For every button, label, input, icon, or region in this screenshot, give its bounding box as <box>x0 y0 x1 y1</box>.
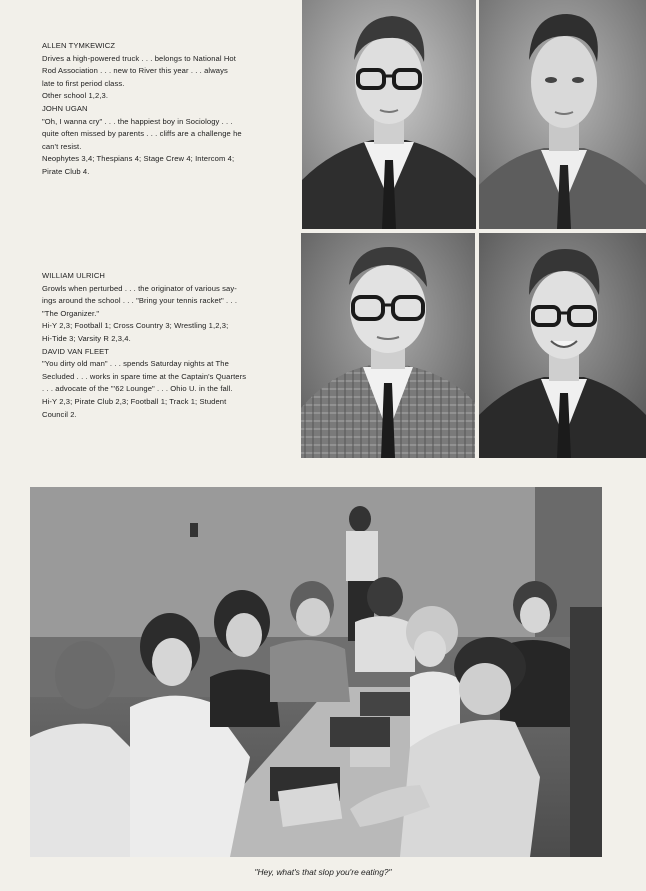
bio-line: "The Organizer." <box>42 308 100 318</box>
bio-activities: Pirate Club 4. <box>42 166 90 176</box>
bio-block-bottom <box>42 270 280 421</box>
portrait-john-ugan <box>479 0 646 229</box>
bio-line: quite often missed by parents . . . cliffs are a challenge he <box>42 129 242 139</box>
bio-block-top <box>42 40 280 179</box>
bio-line: "Oh, I wanna cry" . . . the happiest boy in Sociology . . . <box>42 116 233 126</box>
bio-line: can't resist. <box>42 141 82 151</box>
bio-activities: Hi-Y 2,3; Football 1; Cross Country 3; Wrestling 1,2,3; <box>42 321 229 331</box>
bio-line: late to first period class. <box>42 78 125 88</box>
photo-caption: "Hey, what's that slop you're eating?" <box>254 867 392 877</box>
bio-activities: Hi-Tide 3; Varsity R 2,3,4. <box>42 333 131 343</box>
bio-line: "You dirty old man" . . . spends Saturday nights at The <box>42 359 229 369</box>
cafeteria-candid-photo <box>30 487 602 857</box>
bio-line: Rod Association . . . new to River this year . . . always <box>42 66 228 76</box>
bio-line: Drives a high-powered truck . . . belongs to National Hot <box>42 53 236 63</box>
student-name: ALLEN TYMKEWICZ <box>42 41 116 50</box>
bio-activities: Other school 1,2,3. <box>42 91 109 101</box>
bio-line: Secluded . . . works in spare time at the Captain's Quarters <box>42 371 247 381</box>
bio-line: Growls when perturbed . . . the originator of various say- <box>42 283 237 293</box>
bio-activities: Hi-Y 2,3; Pirate Club 2,3; Football 1; Track 1; Student <box>42 396 227 406</box>
student-name: JOHN UGAN <box>42 103 88 113</box>
portrait-david-van-fleet <box>479 233 646 458</box>
bio-line: . . . advocate of the "'62 Lounge" . . . Ohio U. in the fall. <box>42 384 233 394</box>
student-name: DAVID VAN FLEET <box>42 346 110 356</box>
student-name: WILLIAM ULRICH <box>42 271 106 280</box>
portrait-william-ulrich <box>301 233 475 458</box>
bio-activities: Neophytes 3,4; Thespians 4; Stage Crew 4; Intercom 4; <box>42 154 235 164</box>
bio-line: ings around the school . . . "Bring your tennis racket" . . . <box>42 296 238 306</box>
portrait-allen-tymkewicz <box>302 0 476 229</box>
bio-activities: Council 2. <box>42 409 77 419</box>
